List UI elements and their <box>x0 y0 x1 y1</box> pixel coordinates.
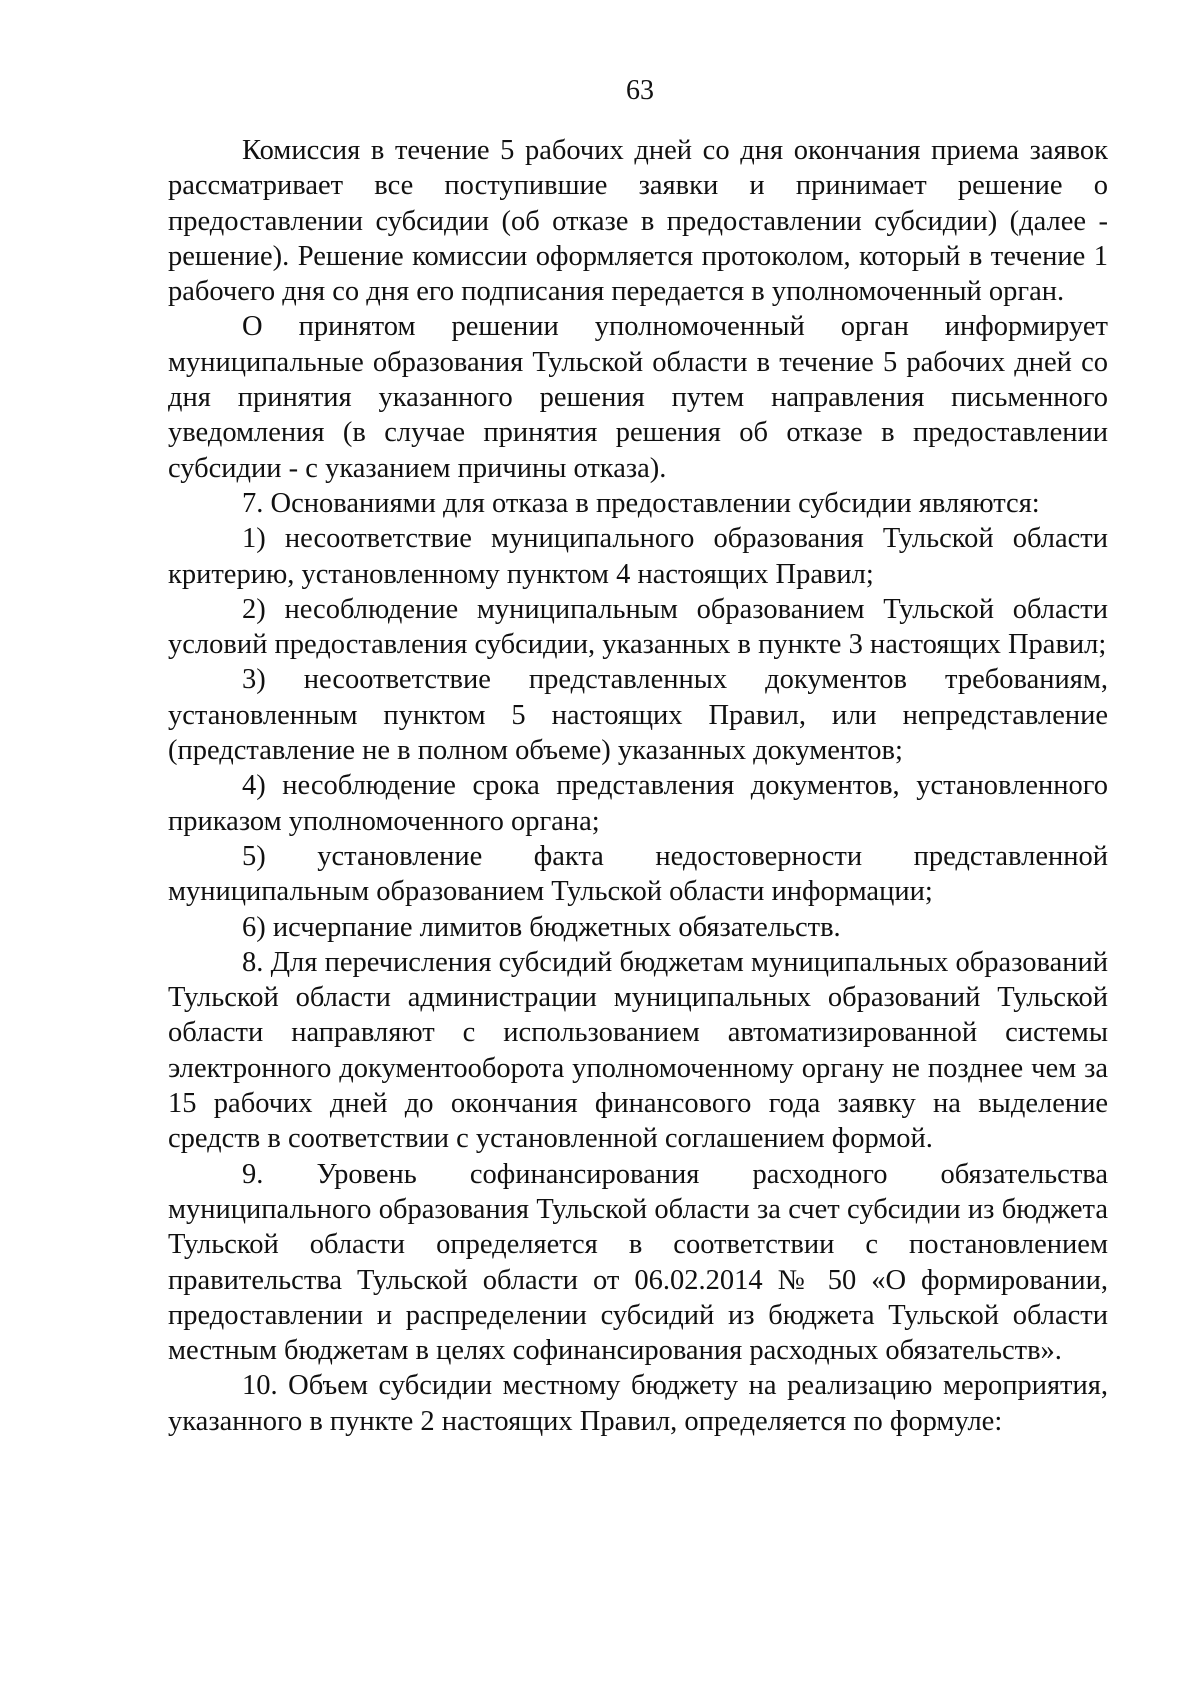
list-item-3: 3) несоответствие представленных документов требованиям, установленным пунктом 5 настоящих Правил, или непредставление (представление не в полном объеме) указанных документов; <box>168 664 1108 767</box>
paragraph-notification: О принятом решении уполномоченный орган информирует муниципальные образования Тульской области в течение 5 рабочих дней со дня принятия указанного решения путем направления письменного уведомления (в случае принятия решения об отказе в предоставлении субсидии - с указанием причины отказа). <box>168 311 1108 484</box>
page-number: 63 <box>626 75 654 106</box>
list-item-4: 4) несоблюдение срока представления документов, установленного приказом уполномоченного органа; <box>168 770 1108 837</box>
paragraph-7-refusal-grounds: 7. Основаниями для отказа в предоставлении субсидии являются: <box>242 487 1040 519</box>
paragraph-10-formula-intro: 10. Объем субсидии местному бюджету на реализацию мероприятия, указанного в пункте 2 настоящих Правил, определяется по формуле: <box>168 1370 1108 1437</box>
list-item-6: 6) исчерпание лимитов бюджетных обязательств. <box>242 911 841 943</box>
document-body <box>168 133 1108 1439</box>
paragraph-9-cofinancing: 9. Уровень софинансирования расходного обязательства муниципального образования Тульской области за счет субсидии из бюджета Тульской области определяется в соответствии с постановлением правительства Тульской области от 06.02.2014 № 50 «О формировании, предоставлении и распределении субсидий из бюджета Тульской области местным бюджетам в целях софинансирования расходных обязательств». <box>168 1158 1108 1367</box>
list-item-2: 2) несоблюдение муниципальным образованием Тульской области условий предоставления субсидии, указанных в пункте 3 настоящих Правил; <box>168 593 1108 661</box>
paragraph-8-transfer: 8. Для перечисления субсидий бюджетам муниципальных образований Тульской области администрации муниципальных образований Тульской области направляют с использованием автоматизированной системы электронного документооборота уполномоченному органу не позднее чем за 15 рабочих дней до окончания финансового года заявку на выделение средств в соответствии с установленной соглашением формой. <box>168 946 1108 1155</box>
paragraph-commission-decision: Комиссия в течение 5 рабочих дней со дня окончания приема заявок рассматривает все поступившие заявки и принимает решение о предоставлении субсидии (об отказе в предоставлении субсидии) (далее - решение). Решение комиссии оформляется протоколом, который в течение 1 рабочего дня со дня его подписания передается в уполномоченный орган. <box>168 135 1108 308</box>
list-item-5: 5) установление факта недостоверности представленной муниципальным образованием Тульской области информации; <box>168 840 1108 908</box>
list-item-1: 1) несоответствие муниципального образования Тульской области критерию, установленному пунктом 4 настоящих Правил; <box>168 523 1108 590</box>
